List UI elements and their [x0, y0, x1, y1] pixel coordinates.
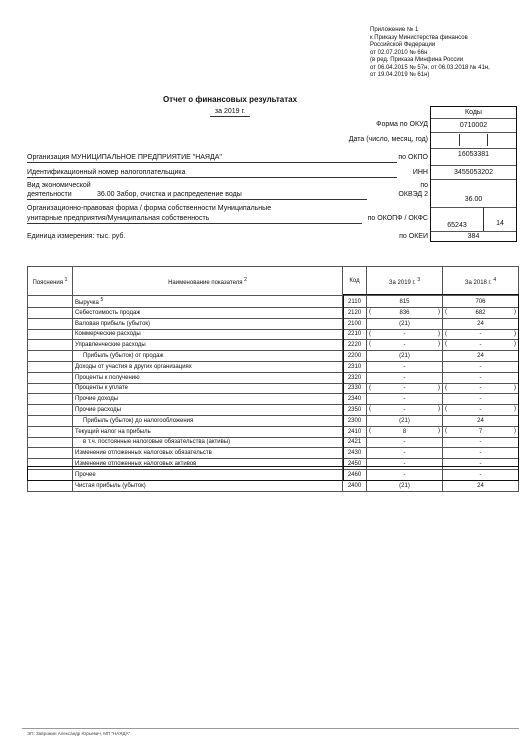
- row-name: Изменение отложенных налоговых активов: [73, 459, 343, 470]
- okfs-value: 14: [496, 220, 504, 227]
- row-notes: [28, 351, 73, 362]
- row-name: Выручка $^5$: [73, 296, 343, 308]
- row-code: 2450: [343, 459, 367, 470]
- row-value-2019: (21): [367, 351, 443, 362]
- row-name: Проценты к получению: [73, 372, 343, 383]
- row-code: 2400: [343, 480, 367, 491]
- opf-label: Организационно-правовая форма / форма собственности Муниципальные: [27, 205, 272, 212]
- row-notes: [28, 361, 73, 372]
- row-value-2018: ( ) -: [443, 340, 519, 351]
- row-value-2019: ( ) 8: [367, 426, 443, 437]
- okpo-value: 16053381: [457, 151, 490, 158]
- activity-value: 36.00 Забор, очистка и распределение воды: [97, 191, 242, 198]
- activity-label-2: деятельности: [27, 191, 72, 198]
- row-notes: [28, 383, 73, 394]
- row-name: Себестоимость продаж: [73, 308, 343, 319]
- row-value-2019: -: [367, 437, 443, 448]
- inn-code-label: ИНН: [412, 169, 428, 176]
- org-label: Организация МУНИЦИПАЛЬНОЕ ПРЕДПРИЯТИЕ "НАЯДА": [27, 154, 222, 161]
- row-code: 2430: [343, 448, 367, 459]
- header-2019: За 2019 г. $^3$: [367, 267, 443, 296]
- row-value-2019: -: [367, 372, 443, 383]
- row-value-2019: ( ) -: [367, 405, 443, 416]
- opf-underline: [27, 223, 362, 224]
- okved-label-2: ОКВЭД 2: [398, 191, 428, 198]
- row-name: Текущий налог на прибыль: [73, 426, 343, 437]
- opf-value-1: Муниципальные: [217, 205, 272, 212]
- row-value-2019: -: [367, 459, 443, 470]
- row-name: Прочее: [73, 469, 343, 480]
- row-code: 2200: [343, 351, 367, 362]
- opf-value-2: унитарные предприятия/Муниципальная собственность: [27, 215, 210, 222]
- row-notes: [28, 415, 73, 426]
- row-code: 2330: [343, 383, 367, 394]
- row-code: 2310: [343, 361, 367, 372]
- values-outline: [343, 294, 519, 481]
- inn-label: Идентификационный номер налогоплательщика: [27, 169, 186, 176]
- row-notes: [28, 426, 73, 437]
- row-notes: [28, 308, 73, 319]
- activity-underline: [27, 199, 367, 200]
- row-name: Изменение отложенных налоговых обязательств: [73, 448, 343, 459]
- row-name: Доходы от участия в других организациях: [73, 361, 343, 372]
- row-code: 2421: [343, 437, 367, 448]
- row-value-2019: ( ) -: [367, 329, 443, 340]
- row-name: Чистая прибыль (убыток): [73, 480, 343, 491]
- row-code: 2110: [343, 296, 367, 308]
- row-notes: [28, 448, 73, 459]
- header-notes: Пояснения $^1$: [28, 267, 73, 296]
- row-name: Прибыль (убыток) до налогообложения: [73, 415, 343, 426]
- row-value-2019: ( ) -: [367, 383, 443, 394]
- row-name: Проценты к уплате: [73, 383, 343, 394]
- appendix-note: [370, 27, 520, 80]
- row-value-2018: -: [443, 394, 519, 405]
- row-value-2018: -: [443, 361, 519, 372]
- codes-header: Коды: [465, 109, 482, 116]
- row-name: в т.ч. постоянные налоговые обязательства (активы): [73, 437, 343, 448]
- okud-label: Форма по ОКУД: [376, 121, 428, 128]
- appendix-line: Приложение № 1: [370, 27, 419, 33]
- row-code: 2120: [343, 308, 367, 319]
- row-notes: [28, 296, 73, 308]
- row-value-2018: ( ) -: [443, 329, 519, 340]
- row-name: Прибыль (убыток) от продаж: [73, 351, 343, 362]
- row-value-2019: 815: [367, 296, 443, 308]
- row-value-2019: -: [367, 361, 443, 372]
- table-header-row: [28, 267, 519, 296]
- row-value-2019: ( ) 836: [367, 308, 443, 319]
- row-value-2019: -: [367, 469, 443, 480]
- row-value-2019: (21): [367, 480, 443, 491]
- codes-box: [430, 106, 517, 242]
- net-profit-outline: [27, 466, 519, 481]
- org-name: МУНИЦИПАЛЬНОЕ ПРЕДПРИЯТИЕ "НАЯДА": [71, 154, 222, 161]
- okpo-label: по ОКПО: [398, 154, 428, 161]
- row-notes: [28, 437, 73, 448]
- unit-label: Единица измерения: тыс. руб.: [27, 233, 126, 240]
- row-code: 2300: [343, 415, 367, 426]
- row-value-2019: -: [367, 448, 443, 459]
- row-value-2018: 24: [443, 318, 519, 329]
- row-value-2018: -: [443, 372, 519, 383]
- row-name: Коммерческие расходы: [73, 329, 343, 340]
- row-code: 2320: [343, 372, 367, 383]
- appendix-line: к Приказу Министерства финансов: [370, 34, 468, 41]
- row-value-2019: -: [367, 394, 443, 405]
- header-name: Наименование показателя $^2$: [73, 267, 343, 296]
- row-code: 2460: [343, 469, 367, 480]
- row-notes: [28, 329, 73, 340]
- row-value-2018: ( ) -: [443, 405, 519, 416]
- row-value-2018: ( ) 7: [443, 426, 519, 437]
- appendix-line: от 19.04.2019 № 61н): [370, 72, 430, 78]
- row-value-2018: 24: [443, 480, 519, 491]
- row-value-2019: ( ) -: [367, 340, 443, 351]
- row-notes: [28, 394, 73, 405]
- row-value-2018: ( ) -: [443, 383, 519, 394]
- header-code: Код: [343, 267, 367, 296]
- okopf-label: по ОКОПФ / ОКФС: [367, 215, 428, 222]
- row-notes: [28, 318, 73, 329]
- row-code: 2340: [343, 394, 367, 405]
- okei-label: по ОКЕИ: [399, 233, 428, 240]
- appendix-line: от 06.04.2015 № 57н, от 06.03.2018 № 41н,: [370, 64, 490, 71]
- okopf-value: 65243: [447, 222, 467, 229]
- row-code: 2100: [343, 318, 367, 329]
- activity-label-1: Вид экономической: [27, 182, 91, 189]
- appendix-line: (в ред. Приказа Минфина России: [370, 57, 464, 63]
- row-value-2018: 24: [443, 415, 519, 426]
- row-notes: [28, 372, 73, 383]
- row-notes: [28, 340, 73, 351]
- row-name: Прочие доходы: [73, 394, 343, 405]
- okud-value: 0710002: [459, 122, 488, 129]
- row-name: Управленческие расходы: [73, 340, 343, 351]
- period-underline: [210, 116, 250, 117]
- org-underline: [27, 162, 397, 163]
- row-notes: [28, 405, 73, 416]
- row-name: Прочие расходы: [73, 405, 343, 416]
- row-value-2018: -: [443, 459, 519, 470]
- inn-value: 3455053202: [454, 169, 493, 176]
- row-code: 2210: [343, 329, 367, 340]
- okved-value: 36.00: [464, 196, 483, 203]
- date-label: Дата (число, месяц, год): [348, 136, 428, 143]
- row-notes: [28, 480, 73, 491]
- row-value-2019: (21): [367, 415, 443, 426]
- appendix-line: от 02.07.2010 № 66н: [370, 49, 428, 56]
- report-title: Отчет о финансовых результатах: [162, 95, 298, 104]
- row-code: 2350: [343, 405, 367, 416]
- row-value-2018: 24: [443, 351, 519, 362]
- okved-label-1: по: [420, 182, 428, 189]
- row-value-2018: -: [443, 448, 519, 459]
- row-value-2018: ( ) 682: [443, 308, 519, 319]
- footer-divider: [22, 728, 519, 729]
- okei-value: 384: [467, 233, 480, 240]
- row-code: 2220: [343, 340, 367, 351]
- header-2018: За 2018 г. $^4$: [443, 267, 519, 296]
- row-value-2018: -: [443, 437, 519, 448]
- row-value-2019: (21): [367, 318, 443, 329]
- appendix-line: Российской Федерации: [370, 42, 436, 48]
- inn-underline: [27, 177, 397, 178]
- row-value-2018: 706: [443, 296, 519, 308]
- row-value-2018: -: [443, 469, 519, 480]
- signature-line: ЭП: Заврожин Александр Юрьевич, МП "НАЯДА": [27, 731, 131, 736]
- table-row: [28, 480, 519, 491]
- row-code: 2410: [343, 426, 367, 437]
- report-period: за 2019 г.: [214, 108, 246, 115]
- row-name: Валовая прибыль (убыток): [73, 318, 343, 329]
